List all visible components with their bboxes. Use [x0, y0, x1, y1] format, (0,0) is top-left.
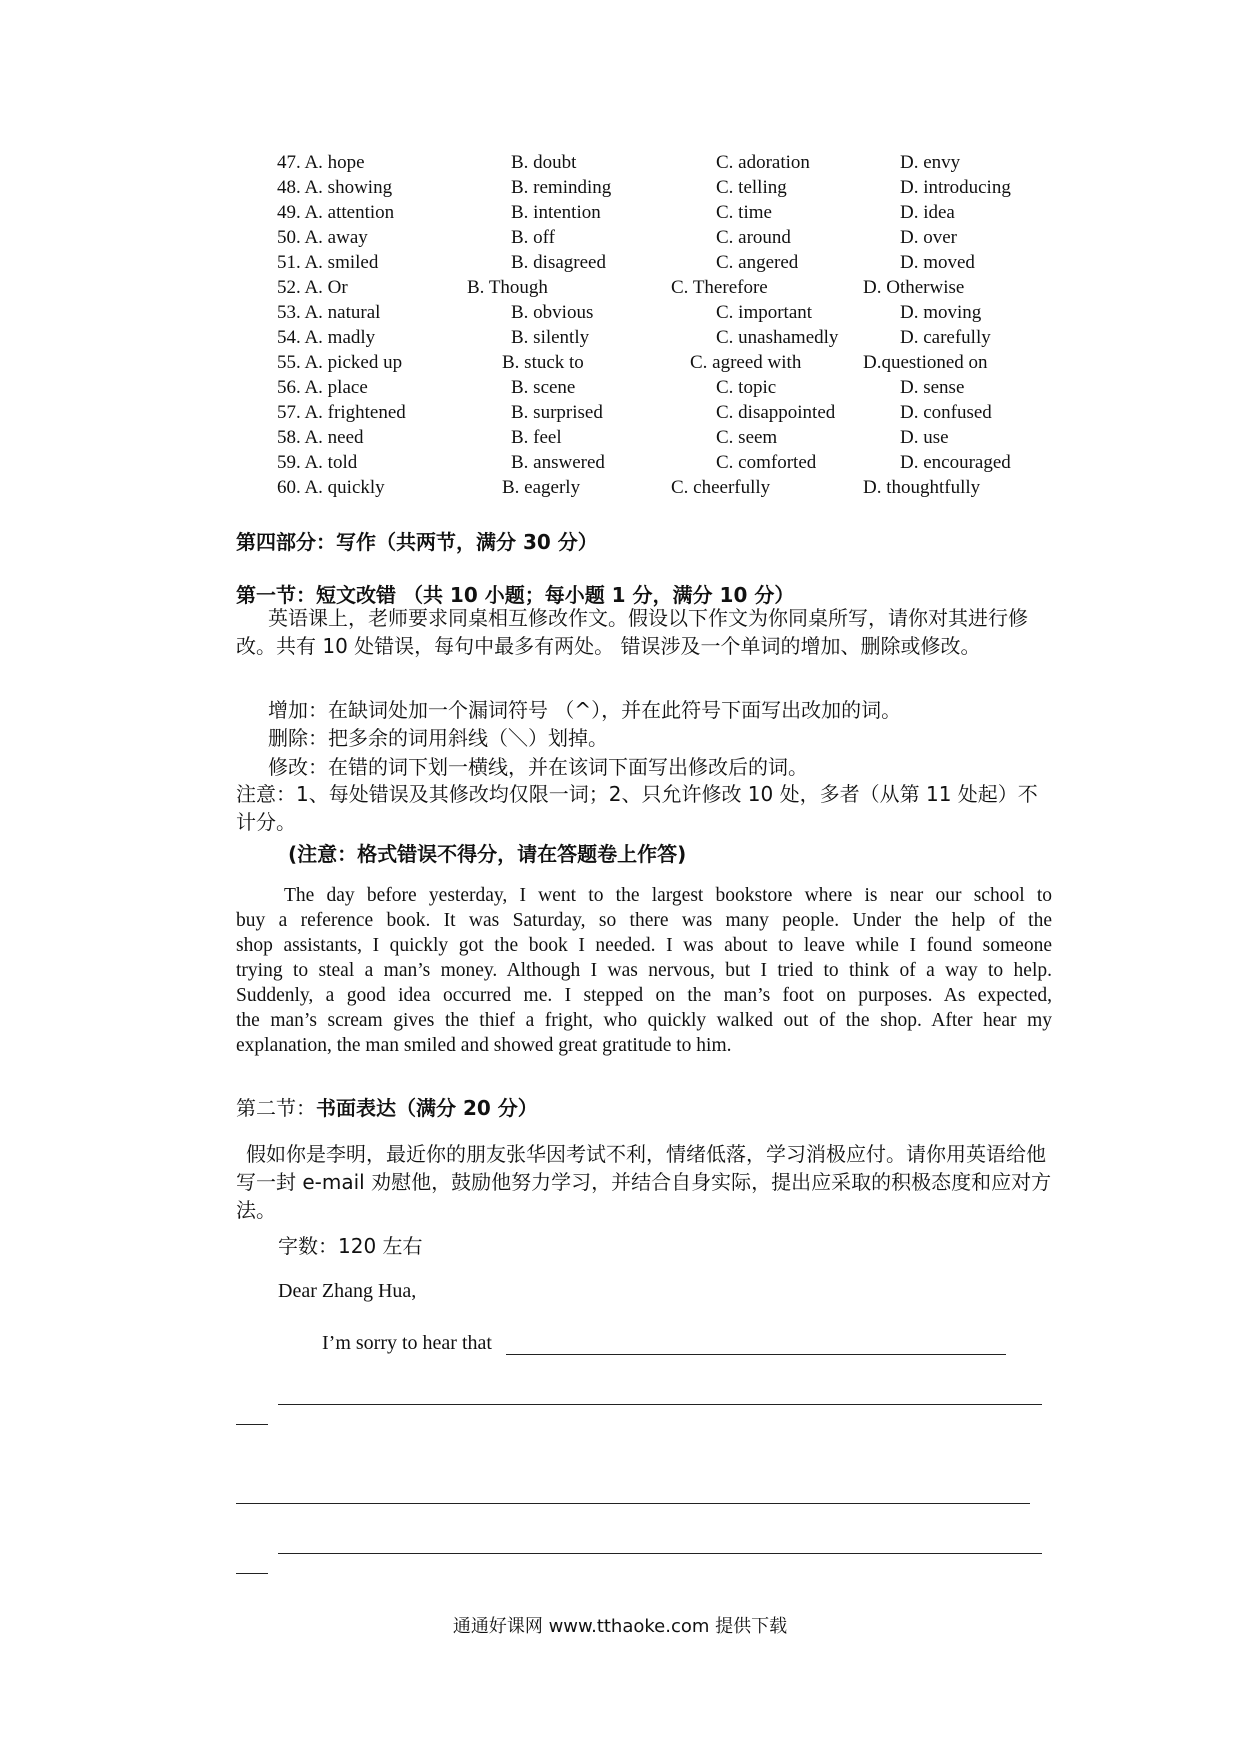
- option-b: B. doubt: [511, 152, 577, 173]
- option-d: D. introducing: [900, 177, 1011, 198]
- option-n: 59. A. told: [277, 452, 358, 473]
- passage-line: the man’s scream gives the thief a fright, who quickly walked out of the shop. After hear my: [236, 1010, 1052, 1031]
- option-n: 48. A. showing: [277, 177, 393, 198]
- option-c: C. angered: [716, 252, 799, 273]
- option-b: B. silently: [511, 327, 590, 348]
- rule-modify: 修改：在错的词下划一横线，并在该词下面写出修改后的词。: [268, 755, 808, 779]
- option-n: 49. A. attention: [277, 202, 395, 223]
- option-d: D. encouraged: [900, 452, 1011, 473]
- option-d: D. moving: [900, 302, 982, 323]
- footer-source: 通通好课网 www.tthaoke.com 提供下载: [452, 1616, 788, 1637]
- option-c: C. seem: [716, 427, 778, 448]
- option-d: D. envy: [900, 152, 961, 173]
- option-d: D. moved: [900, 252, 975, 273]
- option-b: B. scene: [511, 377, 576, 398]
- option-n: 58. A. need: [277, 427, 364, 448]
- option-n: 47. A. hope: [277, 152, 365, 173]
- option-d: D. over: [900, 227, 957, 248]
- writing-blank-line[interactable]: [506, 1354, 1006, 1355]
- option-c: C. topic: [716, 377, 777, 398]
- option-b: B. obvious: [511, 302, 594, 323]
- option-b: B. disagreed: [511, 252, 606, 273]
- word-count: 字数：120 左右: [278, 1234, 423, 1258]
- section1-intro: 英语课上，老师要求同桌相互修改作文。假设以下作文为你同桌所写，请你对其进行修改。共有 10 处错误，每句中最多有两处。 错误涉及一个单词的增加、删除或修改。: [236, 606, 1028, 658]
- option-b: B. Though: [467, 277, 548, 298]
- rule-add: 增加：在缺词处加一个漏词符号 （^），并在此符号下面写出改加的词。: [268, 698, 902, 722]
- writing-blank-line[interactable]: [236, 1503, 1030, 1504]
- writing-blank-line[interactable]: [236, 1573, 268, 1574]
- option-b: B. feel: [511, 427, 562, 448]
- option-c: C. unashamedly: [716, 327, 839, 348]
- option-c: C. time: [716, 202, 772, 223]
- option-c: C. Therefore: [671, 277, 768, 298]
- option-n: 55. A. picked up: [277, 352, 403, 373]
- option-b: B. eagerly: [502, 477, 581, 498]
- error-correction-passage: [236, 883, 1052, 1058]
- option-n: 51. A. smiled: [277, 252, 379, 273]
- section1-title: 第一节：短文改错 （共 10 小题；每小题 1 分，满分 10 分）: [236, 583, 795, 607]
- section2-title-plain: 第二节：: [236, 1096, 316, 1120]
- part4-title: 第四部分：写作（共两节，满分 30 分）: [236, 530, 598, 554]
- option-d: D. use: [900, 427, 949, 448]
- option-d: D.questioned on: [863, 352, 988, 373]
- option-c: C. important: [716, 302, 813, 323]
- passage-line: Suddenly, a good idea occurred me. I stepped on the man’s foot on purposes. As expected,: [236, 985, 1052, 1006]
- option-d: D. carefully: [900, 327, 991, 348]
- passage-line: shop assistants, I quickly got the book I needed. I was about to leave while I found someone: [236, 935, 1052, 956]
- option-b: B. stuck to: [502, 352, 584, 373]
- option-n: 54. A. madly: [277, 327, 376, 348]
- passage-line: The day before yesterday, I went to the largest bookstore where is near our school to: [284, 885, 1052, 906]
- option-b: B. reminding: [511, 177, 612, 198]
- option-c: C. cheerfully: [671, 477, 771, 498]
- letter-salutation: Dear Zhang Hua,: [278, 1280, 417, 1302]
- rule-delete: 删除：把多余的词用斜线（＼）划掉。: [268, 726, 608, 750]
- option-d: D. sense: [900, 377, 965, 398]
- option-b: B. intention: [511, 202, 601, 223]
- option-c: C. adoration: [716, 152, 810, 173]
- option-d: D. thoughtfully: [863, 477, 981, 498]
- option-c: C. disappointed: [716, 402, 836, 423]
- section2-prompt: 假如你是李明，最近你的朋友张华因考试不利，情绪低落，学习消极应付。请你用英语给他写一封 e-mail 劝慰他，鼓励他努力学习，并结合自身实际，提出应采取的积极态度和应对方法。: [236, 1142, 1052, 1222]
- option-n: 50. A. away: [277, 227, 368, 248]
- section1-note: 注意：1、每处错误及其修改均仅限一词；2、只允许修改 10 处，多者（从第 11 处起）不计分。: [236, 782, 1038, 834]
- option-n: 52. A. Or: [277, 277, 348, 298]
- letter-opening: I’m sorry to hear that: [322, 1332, 492, 1354]
- option-b: B. answered: [511, 452, 605, 473]
- option-d: D. idea: [900, 202, 955, 223]
- option-n: 57. A. frightened: [277, 402, 406, 423]
- option-c: C. telling: [716, 177, 787, 198]
- passage-line: buy a reference book. It was Saturday, so there was many people. Under the help of the: [236, 910, 1052, 931]
- writing-blank-line[interactable]: [278, 1404, 1042, 1405]
- option-b: B. surprised: [511, 402, 603, 423]
- option-d: D. Otherwise: [863, 277, 965, 298]
- writing-blank-line[interactable]: [278, 1553, 1042, 1554]
- option-n: 56. A. place: [277, 377, 368, 398]
- writing-blank-line[interactable]: [236, 1424, 268, 1425]
- option-n: 60. A. quickly: [277, 477, 385, 498]
- option-c: C. comforted: [716, 452, 817, 473]
- option-c: C. around: [716, 227, 791, 248]
- section2-title: [236, 1092, 538, 1121]
- passage-line: trying to steal a man’s money. Although I was nervous, but I tried to think of a way to help.: [236, 960, 1052, 981]
- section2-title-bold: 书面表达（满分 20 分）: [316, 1096, 538, 1120]
- option-n: 53. A. natural: [277, 302, 381, 323]
- option-c: C. agreed with: [690, 352, 802, 373]
- section1-format-note: (注意：格式错误不得分，请在答题卷上作答): [288, 842, 687, 866]
- option-b: B. off: [511, 227, 555, 248]
- passage-line: explanation, the man smiled and showed great gratitude to him.: [236, 1035, 732, 1056]
- option-d: D. confused: [900, 402, 992, 423]
